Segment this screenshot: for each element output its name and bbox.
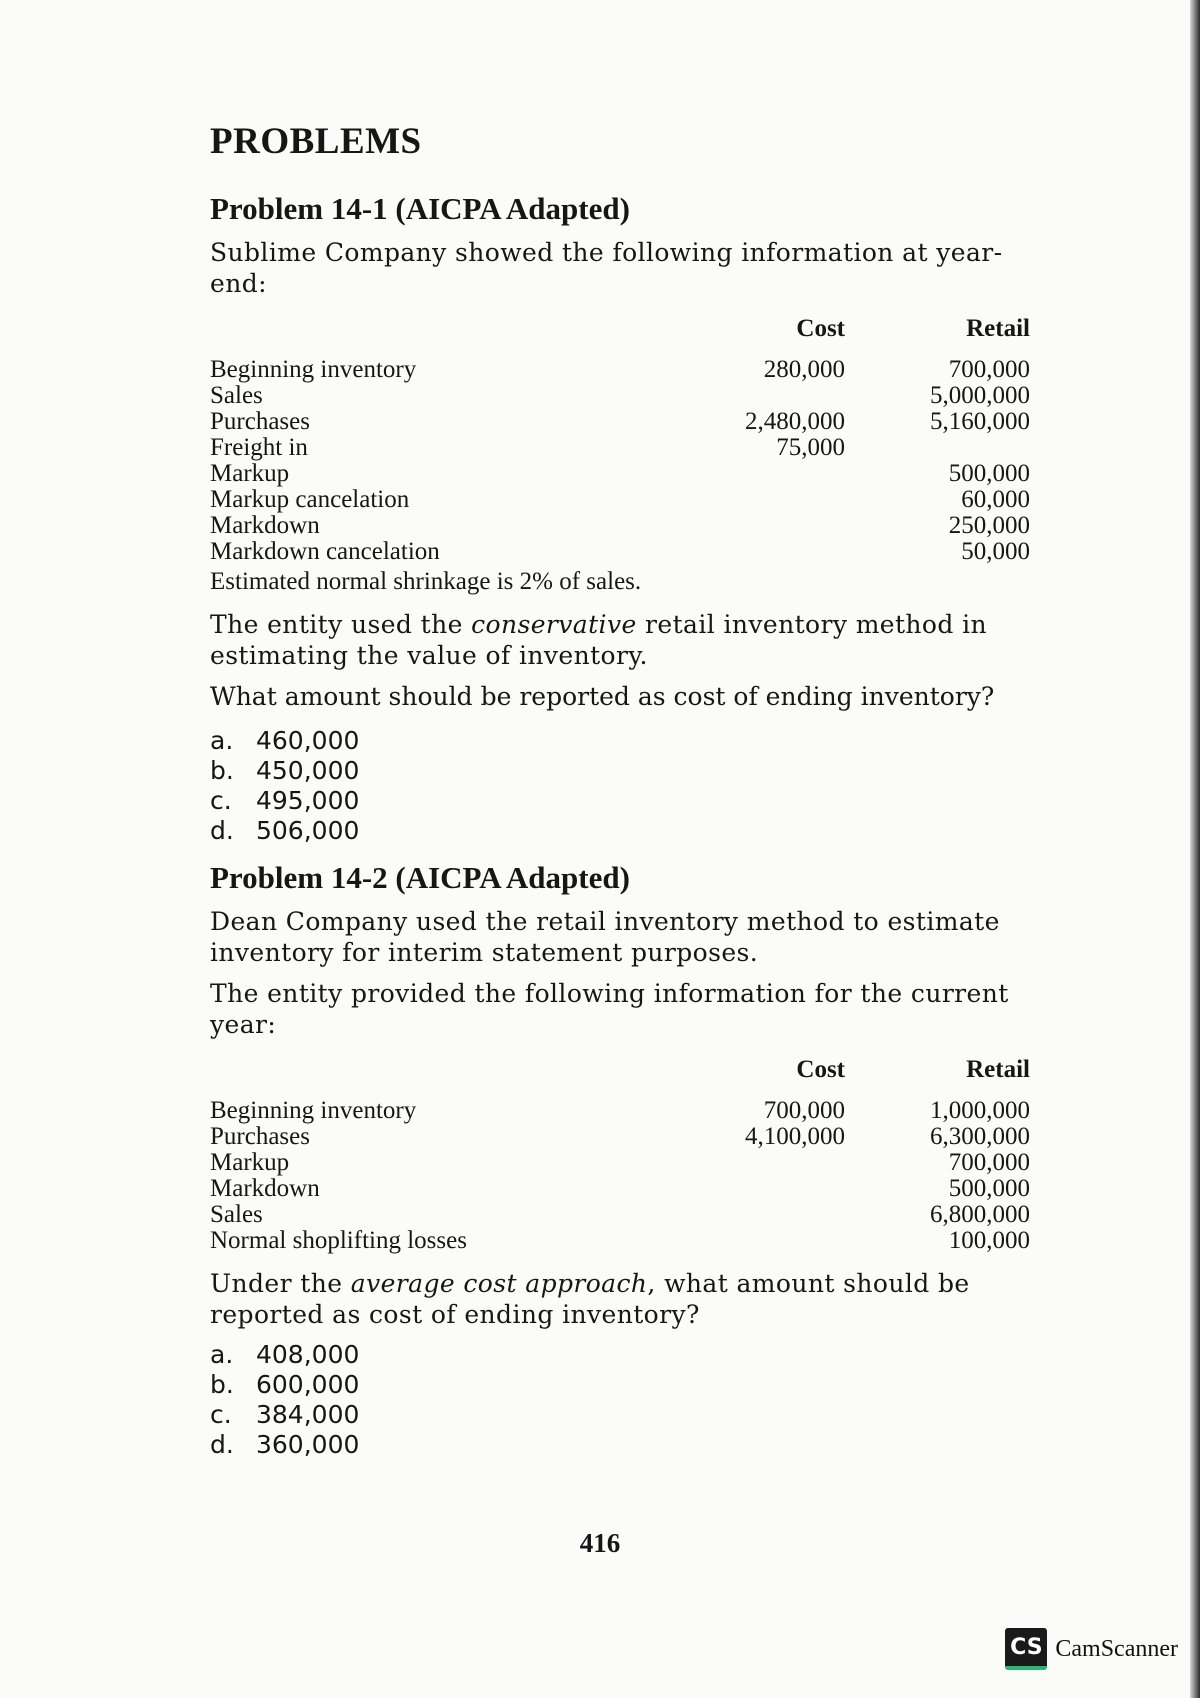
- row-retail: 50,000: [961, 538, 1030, 565]
- table-row: [210, 513, 1030, 539]
- table-row: [210, 1202, 1030, 1228]
- question-text-post: , what amount should be reported as cost of ending inventory?: [210, 1269, 970, 1329]
- choice-value: 360,000: [256, 1430, 360, 1459]
- problem-2-intro-2: The entity provided the following information for the current year:: [210, 979, 1009, 1039]
- row-cost: [680, 513, 845, 539]
- problem-1-table: [210, 309, 1030, 565]
- row-retail: 700,000: [948, 356, 1030, 383]
- table-row: [210, 1228, 1030, 1254]
- row-retail: 500,000: [948, 460, 1030, 487]
- row-label: Markdown: [210, 512, 320, 539]
- table-row: [210, 435, 1030, 461]
- row-retail: 250,000: [948, 512, 1030, 539]
- row-label: Sales: [210, 382, 263, 409]
- problem-1-question: What amount should be reported as cost of ending inventory?: [210, 682, 995, 711]
- row-cost: [680, 1228, 845, 1254]
- section-title: PROBLEMS: [210, 121, 422, 162]
- problem-1-note: Estimated normal shrinkage is 2% of sales.: [210, 568, 642, 595]
- row-label: Markup: [210, 1149, 290, 1176]
- choice-value: 450,000: [256, 756, 360, 785]
- problem-2-title: Problem 14-2 (AICPA Adapted): [210, 860, 630, 895]
- method-emphasis: conservative: [471, 610, 637, 639]
- choice-item: [210, 1430, 1030, 1460]
- row-cost: [680, 1150, 845, 1176]
- table-header-row: [210, 1050, 1030, 1098]
- problem-1-choices: [210, 726, 1030, 846]
- camscanner-logo-icon: CS: [1005, 1628, 1047, 1670]
- choice-item: [210, 756, 1030, 786]
- row-retail: [845, 435, 1030, 461]
- row-retail: 700,000: [948, 1149, 1030, 1176]
- row-label: Freight in: [210, 434, 308, 461]
- table-row: [210, 357, 1030, 383]
- table-header-row: [210, 309, 1030, 357]
- row-label: Sales: [210, 1201, 263, 1228]
- problem-2-choices: [210, 1340, 1030, 1460]
- table-row: [210, 461, 1030, 487]
- choice-value: 495,000: [256, 786, 360, 815]
- problem-1-method: [210, 609, 1030, 671]
- choice-letter: d.: [210, 1430, 234, 1459]
- row-cost: 2,480,000: [745, 408, 845, 435]
- camscanner-text: CamScanner: [1055, 1635, 1178, 1662]
- choice-value: 408,000: [256, 1340, 360, 1369]
- retail-header: Retail: [966, 315, 1030, 342]
- question-text-pre: Under the: [210, 1269, 351, 1298]
- row-retail: 6,300,000: [930, 1123, 1030, 1150]
- choice-value: 460,000: [256, 726, 360, 755]
- row-cost: [680, 1202, 845, 1228]
- cost-header: Cost: [796, 1056, 845, 1083]
- label-header: [210, 1050, 680, 1098]
- table-row: [210, 1176, 1030, 1202]
- question-emphasis: average cost approach: [350, 1269, 648, 1298]
- page-content: [210, 120, 1030, 1474]
- table-row: [210, 1098, 1030, 1124]
- label-header: [210, 309, 680, 357]
- page-edge-shadow: [1190, 0, 1200, 1698]
- choice-letter: c.: [210, 1400, 232, 1429]
- row-retail: 6,800,000: [930, 1201, 1030, 1228]
- row-label: Purchases: [210, 408, 310, 435]
- method-text-pre: The entity used the: [210, 610, 472, 639]
- table-row: [210, 1124, 1030, 1150]
- row-cost: [680, 383, 845, 409]
- choice-letter: c.: [210, 786, 232, 815]
- choice-item: [210, 726, 1030, 756]
- row-cost: [680, 487, 845, 513]
- choice-item: [210, 1370, 1030, 1400]
- row-label: Beginning inventory: [210, 1097, 417, 1124]
- table-row: [210, 1150, 1030, 1176]
- row-retail: 1,000,000: [930, 1097, 1030, 1124]
- choice-value: 384,000: [256, 1400, 360, 1429]
- choice-value: 600,000: [256, 1370, 360, 1399]
- row-retail: 100,000: [948, 1227, 1030, 1254]
- choice-letter: b.: [210, 756, 234, 785]
- row-label: Beginning inventory: [210, 356, 417, 383]
- row-label: Markup: [210, 460, 290, 487]
- row-cost: 280,000: [763, 356, 845, 383]
- choice-item: [210, 816, 1030, 846]
- choice-letter: d.: [210, 816, 234, 845]
- row-retail: 5,160,000: [930, 408, 1030, 435]
- problem-14-2: [210, 860, 1030, 1460]
- row-cost: 4,100,000: [745, 1123, 845, 1150]
- row-cost: [680, 539, 845, 565]
- row-cost: 700,000: [763, 1097, 845, 1124]
- row-retail: 500,000: [948, 1175, 1030, 1202]
- choice-item: [210, 786, 1030, 816]
- choice-value: 506,000: [256, 816, 360, 845]
- page-number: 416: [579, 1528, 621, 1558]
- problem-1-intro: Sublime Company showed the following information at year-end:: [210, 238, 1003, 298]
- problem-2-question: [210, 1268, 1030, 1330]
- choice-letter: b.: [210, 1370, 234, 1399]
- choice-item: [210, 1340, 1030, 1370]
- row-retail: 60,000: [961, 486, 1030, 513]
- table-row: [210, 383, 1030, 409]
- problem-1-title: Problem 14-1 (AICPA Adapted): [210, 191, 630, 226]
- choice-item: [210, 1400, 1030, 1430]
- row-label: Purchases: [210, 1123, 310, 1150]
- problem-2-intro: Dean Company used the retail inventory method to estimate inventory for interim statement purposes.: [210, 907, 1000, 967]
- table-row: [210, 487, 1030, 513]
- problem-2-table: [210, 1050, 1030, 1254]
- row-cost: 75,000: [776, 434, 845, 461]
- camscanner-watermark: [1005, 1628, 1178, 1670]
- method-text-post: retail inventory method in estimating the value of inventory.: [210, 610, 988, 670]
- row-cost: [680, 461, 845, 487]
- table-row: [210, 409, 1030, 435]
- row-label: Markdown: [210, 1175, 320, 1202]
- choice-letter: a.: [210, 1340, 234, 1369]
- cost-header: Cost: [796, 315, 845, 342]
- row-label: Normal shoplifting losses: [210, 1227, 467, 1254]
- row-cost: [680, 1176, 845, 1202]
- table-row: [210, 539, 1030, 565]
- row-label: Markdown cancelation: [210, 538, 440, 565]
- retail-header: Retail: [966, 1056, 1030, 1083]
- row-retail: 5,000,000: [930, 382, 1030, 409]
- choice-letter: a.: [210, 726, 234, 755]
- row-label: Markup cancelation: [210, 486, 410, 513]
- problem-14-1: [210, 191, 1030, 846]
